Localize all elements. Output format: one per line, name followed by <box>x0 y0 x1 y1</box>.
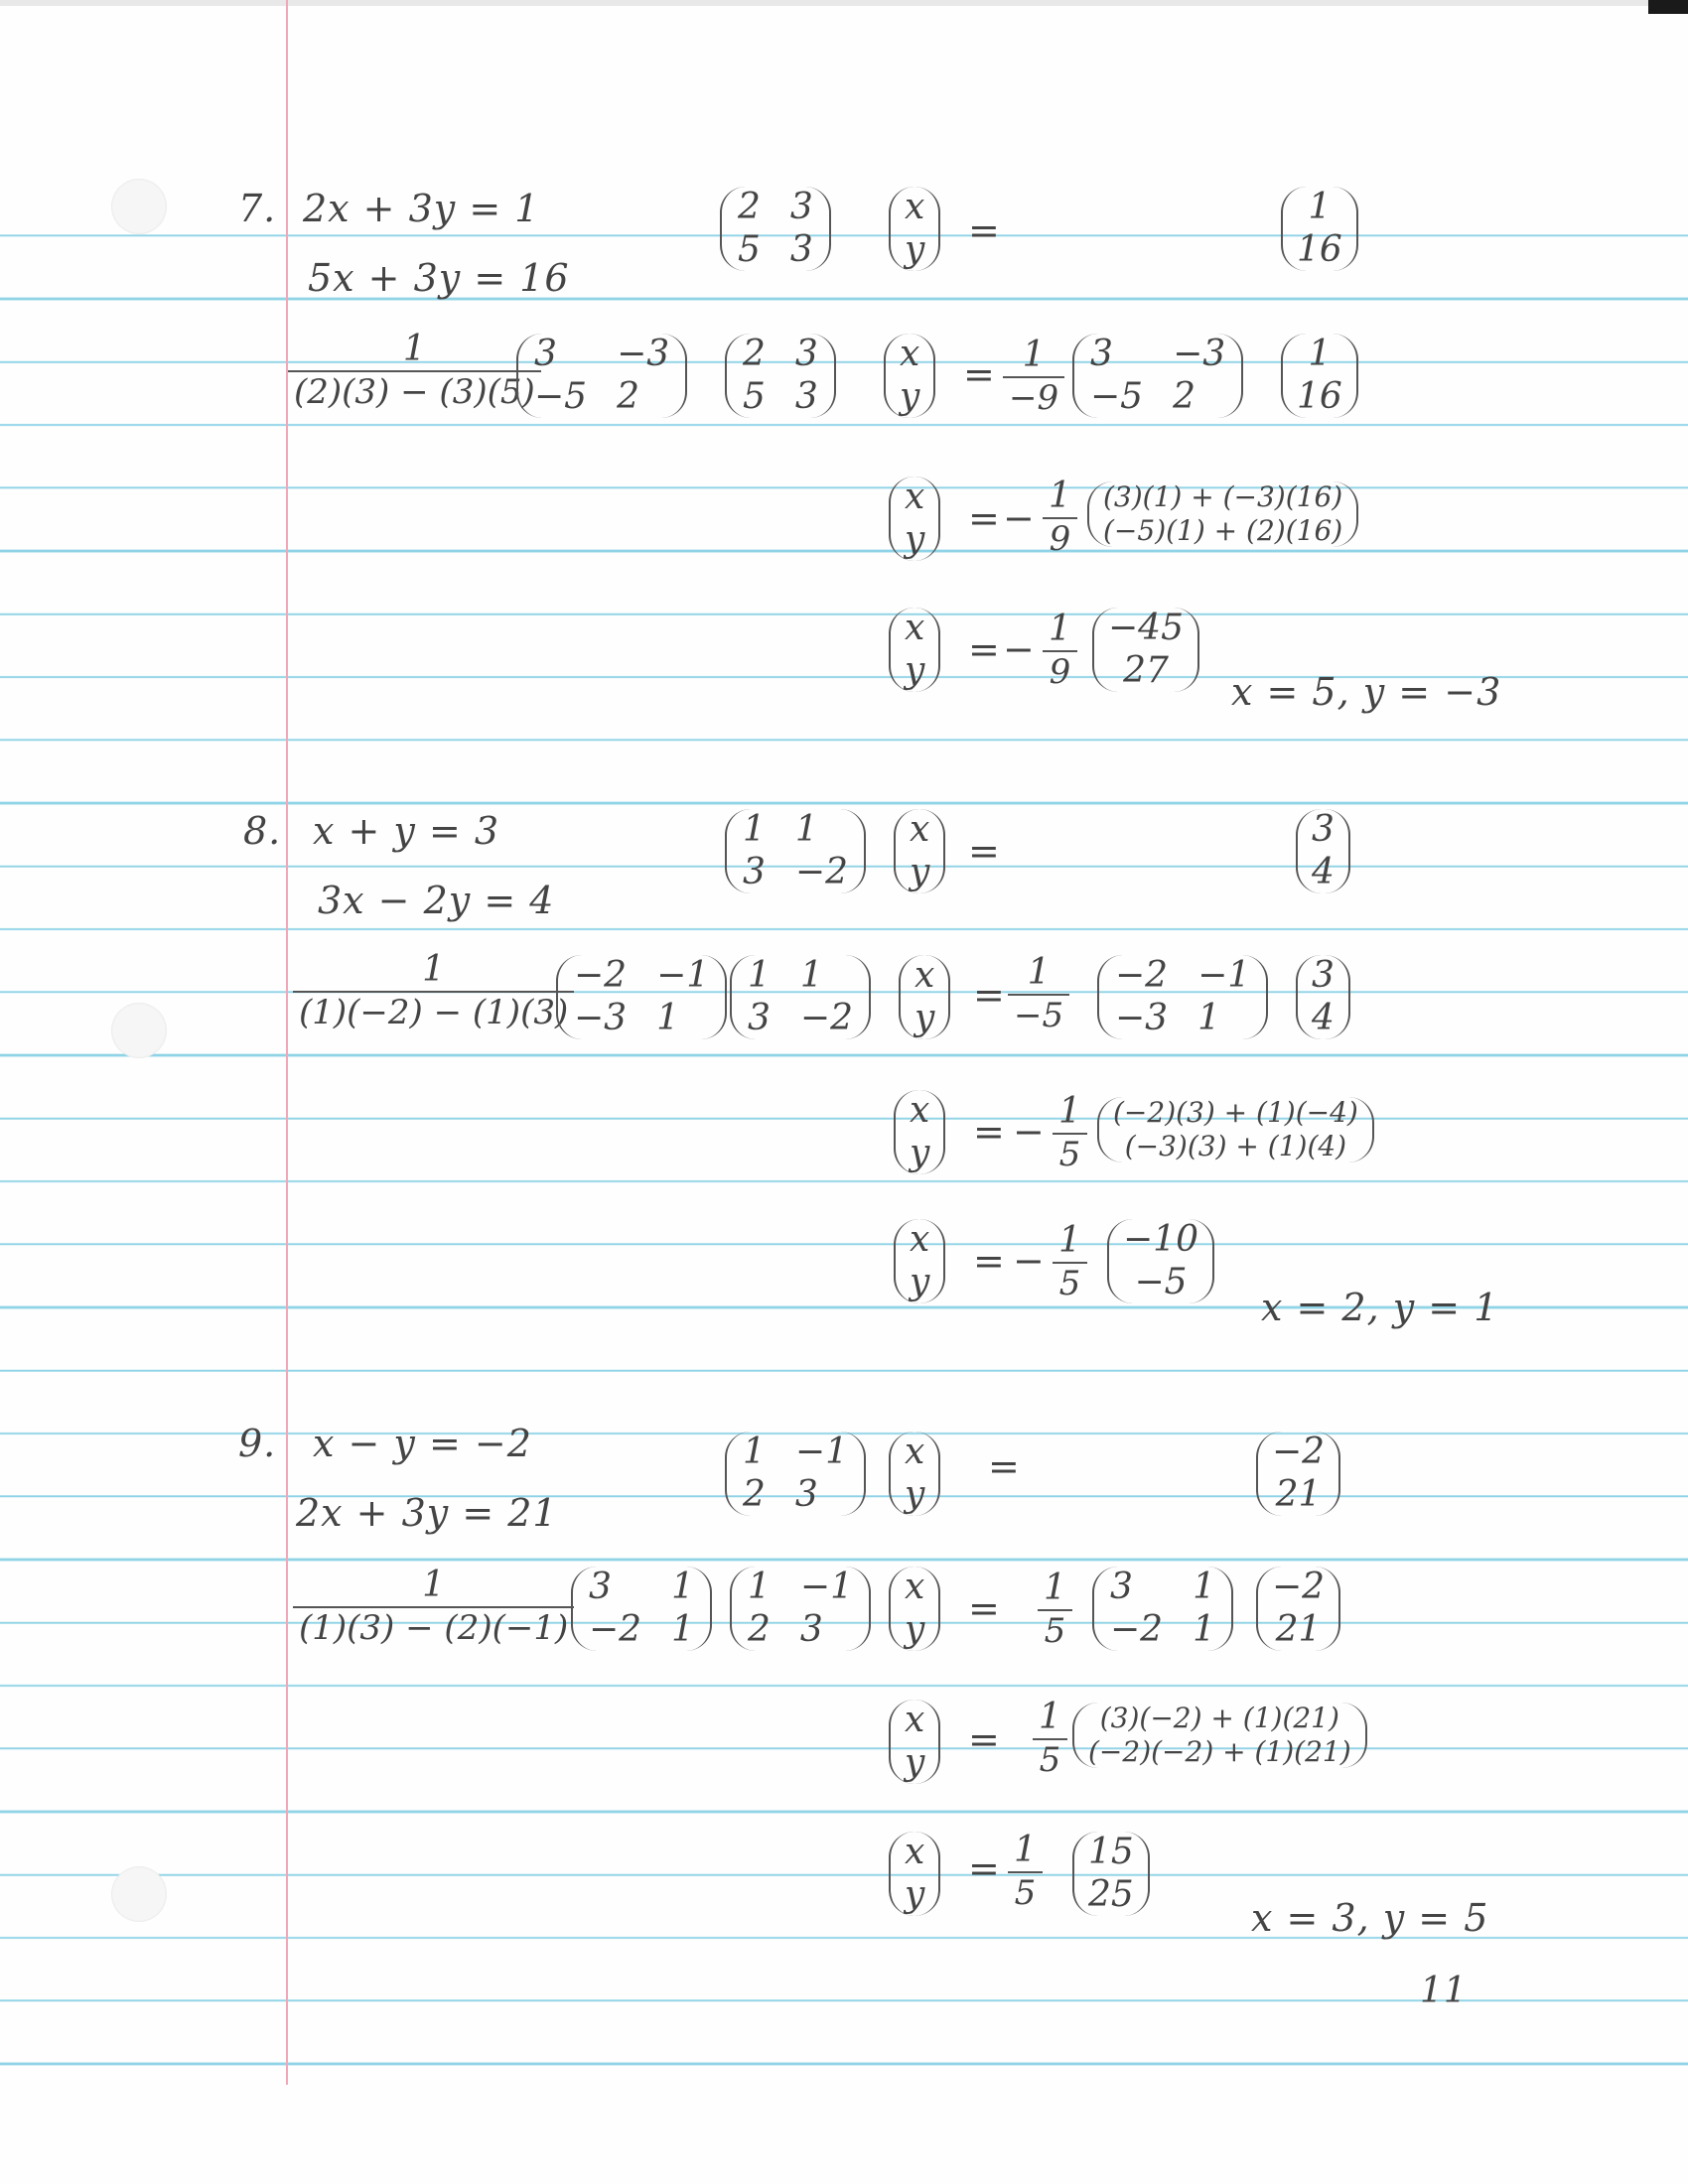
matrix-entry: x <box>905 608 925 648</box>
matrix-entry: 1 <box>1197 998 1220 1039</box>
problem-number: 8. <box>243 809 282 853</box>
matrix-entry: 1 <box>656 998 679 1039</box>
matrix-entry: (−2)(3) + (1)(−4) <box>1113 1096 1358 1129</box>
matrix-entry: −2 <box>1272 1432 1326 1472</box>
coefficient-matrix <box>730 1567 871 1651</box>
matrix-entry: 16 <box>1297 229 1342 271</box>
adjugate-matrix <box>1097 955 1268 1039</box>
matrix-entry: x <box>905 1567 925 1607</box>
matrix-entry: 27 <box>1123 650 1169 692</box>
matrix-entry: 1 <box>743 1432 766 1472</box>
punch-hole-top <box>111 179 167 234</box>
determinant-fraction <box>1038 1567 1072 1652</box>
equation-1: 2x + 3y = 1 <box>303 187 540 230</box>
matrix-entry: x <box>905 1832 925 1872</box>
matrix-entry: (−3)(3) + (1)(4) <box>1124 1130 1347 1163</box>
matrix-entry: x <box>905 477 925 517</box>
matrix-entry: −2 <box>1115 955 1169 996</box>
matrix-entry: y <box>910 852 930 893</box>
matrix-entry: x <box>905 187 925 227</box>
matrix-entry: 3 <box>1312 809 1335 850</box>
fraction-denominator: 5 <box>1044 1611 1066 1652</box>
variable-vector <box>889 1567 940 1651</box>
fraction-denominator: 5 <box>1058 1135 1081 1175</box>
variable-vector <box>899 955 950 1039</box>
matrix-entry: 15 <box>1088 1832 1134 1872</box>
matrix-entry: −2 <box>1272 1567 1326 1607</box>
fraction-numerator: 1 <box>1049 476 1071 516</box>
matrix-entry: y <box>905 1474 925 1516</box>
matrix-entry: 3 <box>1090 334 1113 374</box>
matrix-entry: 2 <box>748 1609 771 1651</box>
matrix-entry: y <box>905 229 925 271</box>
matrix-entry: 3 <box>1110 1567 1133 1607</box>
matrix-entry: −10 <box>1123 1219 1198 1260</box>
matrix-entry: 3 <box>743 852 766 893</box>
equation-2: 3x − 2y = 4 <box>318 879 555 922</box>
variable-vector <box>894 1090 945 1174</box>
matrix-entry: −2 <box>589 1609 642 1651</box>
coefficient-matrix <box>725 1432 866 1516</box>
fraction-denominator: 9 <box>1049 519 1071 560</box>
fraction-denominator: 5 <box>1058 1264 1081 1304</box>
adjugate-matrix <box>1072 334 1243 418</box>
punch-hole-middle <box>111 1003 167 1058</box>
matrix-entry: (3)(−2) + (1)(21) <box>1099 1702 1339 1734</box>
matrix-entry: 3 <box>794 1474 818 1516</box>
matrix-entry: 1 <box>794 809 818 850</box>
variable-vector <box>889 608 940 692</box>
matrix-entry: −2 <box>794 852 848 893</box>
matrix-entry: −2 <box>799 998 853 1039</box>
matrix-entry: 3 <box>799 1609 823 1651</box>
scalar-fraction <box>1053 1090 1087 1175</box>
variable-vector <box>894 1219 945 1303</box>
matrix-entry: −2 <box>574 955 628 996</box>
variable-vector <box>889 1700 940 1784</box>
matrix-entry: 3 <box>1312 955 1335 996</box>
equation-1: x + y = 3 <box>313 809 500 853</box>
fraction-numerator: 1 <box>1058 1091 1081 1132</box>
fraction-denominator: (2)(3) − (3)(5) <box>294 372 535 413</box>
matrix-entry: −1 <box>799 1567 853 1607</box>
matrix-entry: 2 <box>1173 376 1196 418</box>
scalar-fraction <box>1043 608 1077 693</box>
equals-sign: = <box>968 1846 1001 1890</box>
punch-hole-bottom <box>111 1866 167 1922</box>
matrix-entry: y <box>910 1262 930 1303</box>
fraction-numerator: 1 <box>422 1565 446 1605</box>
constant-vector <box>1256 1567 1340 1651</box>
variable-vector <box>889 187 940 271</box>
equals-sign: = <box>968 1586 1001 1630</box>
matrix-entry: −2 <box>1110 1609 1164 1651</box>
matrix-entry: −45 <box>1108 608 1184 648</box>
matrix-entry: −3 <box>574 998 628 1039</box>
negative-sign: − <box>1013 1110 1046 1154</box>
matrix-entry: 1 <box>1193 1567 1215 1607</box>
matrix-entry: x <box>905 1700 925 1740</box>
matrix-entry: 25 <box>1088 1874 1134 1916</box>
fraction-numerator: 1 <box>402 329 426 369</box>
fraction-denominator: 9 <box>1049 652 1071 693</box>
fraction-denominator: −9 <box>1009 378 1059 419</box>
fraction-numerator: 1 <box>422 949 446 990</box>
result-vector <box>1107 1219 1214 1303</box>
margin-line <box>286 0 288 2085</box>
matrix-entry: 1 <box>748 1567 771 1607</box>
inverse-scalar-fraction <box>293 1564 574 1649</box>
fraction-denominator: (1)(−2) − (1)(3) <box>299 993 569 1033</box>
equals-sign: = <box>968 496 1001 540</box>
variable-vector <box>884 334 935 418</box>
adjugate-matrix <box>516 334 687 418</box>
matrix-entry: 3 <box>794 334 818 374</box>
matrix-entry: 3 <box>534 334 557 374</box>
matrix-entry: y <box>914 998 935 1039</box>
coefficient-matrix <box>720 187 831 271</box>
matrix-entry: 4 <box>1312 852 1335 893</box>
matrix-entry: y <box>905 1874 925 1916</box>
matrix-entry: x <box>910 1219 930 1260</box>
equals-sign: = <box>968 829 1001 873</box>
negative-sign: − <box>1003 496 1036 540</box>
equation-2: 5x + 3y = 16 <box>308 256 570 300</box>
equation-1: x − y = −2 <box>313 1422 532 1465</box>
matrix-entry: 3 <box>789 229 813 271</box>
scalar-fraction <box>1043 475 1077 560</box>
matrix-entry: −3 <box>1173 334 1226 374</box>
negative-sign: − <box>1013 1239 1046 1283</box>
matrix-entry: 1 <box>1308 334 1332 374</box>
matrix-entry: y <box>905 1742 925 1784</box>
fraction-denominator: (1)(3) − (2)(−1) <box>299 1608 569 1649</box>
matrix-entry: −1 <box>1197 955 1251 996</box>
matrix-entry: −1 <box>794 1432 848 1472</box>
result-vector <box>1072 1832 1150 1916</box>
matrix-entry: 5 <box>738 229 761 271</box>
constant-vector <box>1281 187 1358 271</box>
matrix-entry: 3 <box>748 998 771 1039</box>
matrix-entry: x <box>910 1090 930 1131</box>
matrix-entry: 2 <box>743 1474 766 1516</box>
scan-corner-shadow <box>1648 0 1688 14</box>
matrix-entry: 2 <box>738 187 761 227</box>
page-top-margin <box>0 0 1688 169</box>
matrix-entry: −5 <box>534 376 588 418</box>
fraction-numerator: 1 <box>1058 1220 1081 1261</box>
matrix-entry: y <box>905 519 925 561</box>
fraction-numerator: 1 <box>1014 1830 1037 1870</box>
matrix-entry: 1 <box>743 809 766 850</box>
problem-number: 9. <box>238 1422 277 1465</box>
fraction-numerator: 1 <box>1027 952 1051 993</box>
equals-sign: = <box>973 973 1006 1017</box>
matrix-entry: 3 <box>589 1567 612 1607</box>
matrix-entry: 5 <box>743 376 766 418</box>
matrix-entry: 1 <box>671 1609 694 1651</box>
inverse-scalar-fraction <box>288 328 541 413</box>
equals-sign: = <box>973 1110 1006 1154</box>
matrix-entry: x <box>914 955 935 996</box>
matrix-entry: 1 <box>1308 187 1332 227</box>
variable-vector <box>894 809 945 893</box>
matrix-entry: y <box>910 1133 930 1174</box>
matrix-entry: x <box>900 334 920 374</box>
inverse-scalar-fraction <box>293 948 574 1033</box>
equals-sign: = <box>968 208 1001 252</box>
page-number: 11 <box>1420 1971 1468 2011</box>
adjugate-matrix <box>1092 1567 1233 1651</box>
matrix-entry: 2 <box>617 376 639 418</box>
matrix-entry: 2 <box>743 334 766 374</box>
equation-2: 2x + 3y = 21 <box>296 1491 558 1535</box>
fraction-numerator: 1 <box>1044 1568 1066 1608</box>
matrix-entry: y <box>905 650 925 692</box>
scalar-fraction <box>1033 1696 1067 1781</box>
adjugate-matrix <box>571 1567 712 1651</box>
answer: x = 5, y = −3 <box>1231 670 1502 714</box>
fraction-numerator: 1 <box>1049 609 1071 649</box>
equals-sign: = <box>968 627 1001 671</box>
scan-top-shadow <box>0 0 1648 6</box>
product-expression-vector <box>1072 1703 1367 1768</box>
determinant-fraction <box>1003 334 1064 419</box>
fraction-numerator: 1 <box>1022 335 1046 375</box>
answer: x = 3, y = 5 <box>1251 1896 1489 1940</box>
problem-number: 7. <box>238 187 277 230</box>
fraction-numerator: 1 <box>1039 1697 1061 1737</box>
matrix-entry: (−2)(−2) + (1)(21) <box>1088 1735 1351 1769</box>
adjugate-matrix <box>556 955 727 1039</box>
coefficient-matrix <box>725 334 836 418</box>
constant-vector <box>1281 334 1358 418</box>
matrix-entry: −1 <box>656 955 710 996</box>
matrix-entry: x <box>910 809 930 850</box>
matrix-entry: (−5)(1) + (2)(16) <box>1103 514 1343 548</box>
constant-vector <box>1296 955 1350 1039</box>
product-expression-vector <box>1097 1097 1374 1162</box>
answer: x = 2, y = 1 <box>1261 1286 1499 1329</box>
matrix-entry: y <box>900 376 920 418</box>
matrix-entry: −5 <box>1090 376 1144 418</box>
determinant-fraction <box>1008 951 1069 1036</box>
equals-sign: = <box>973 1239 1006 1283</box>
equals-sign: = <box>988 1444 1021 1488</box>
coefficient-matrix <box>730 955 871 1039</box>
matrix-entry: −3 <box>617 334 670 374</box>
matrix-entry: 21 <box>1275 1609 1322 1651</box>
result-vector <box>1092 608 1199 692</box>
matrix-entry: 3 <box>789 187 813 227</box>
matrix-entry: 1 <box>799 955 823 996</box>
matrix-entry: 16 <box>1297 376 1342 418</box>
constant-vector <box>1256 1432 1340 1516</box>
matrix-entry: y <box>905 1609 925 1651</box>
fraction-denominator: −5 <box>1014 996 1064 1036</box>
coefficient-matrix <box>725 809 866 893</box>
variable-vector <box>889 1432 940 1516</box>
matrix-entry: 1 <box>1193 1609 1215 1651</box>
matrix-entry: −3 <box>1115 998 1169 1039</box>
variable-vector <box>889 477 940 561</box>
variable-vector <box>889 1832 940 1916</box>
product-expression-vector <box>1087 481 1358 547</box>
constant-vector <box>1296 809 1350 893</box>
fraction-denominator: 5 <box>1014 1873 1037 1914</box>
scalar-fraction <box>1053 1219 1087 1304</box>
negative-sign: − <box>1003 627 1036 671</box>
page-bottom-margin <box>0 2085 1688 2184</box>
matrix-entry: x <box>905 1432 925 1472</box>
matrix-entry: 1 <box>748 955 771 996</box>
equals-sign: = <box>963 352 996 396</box>
matrix-entry: 4 <box>1312 998 1335 1039</box>
equals-sign: = <box>968 1717 1001 1761</box>
matrix-entry: 1 <box>671 1567 694 1607</box>
matrix-entry: 21 <box>1275 1474 1322 1516</box>
matrix-entry: 3 <box>794 376 818 418</box>
matrix-entry: −5 <box>1134 1262 1188 1303</box>
matrix-entry: (3)(1) + (−3)(16) <box>1103 480 1343 513</box>
scalar-fraction <box>1008 1829 1043 1914</box>
fraction-denominator: 5 <box>1039 1740 1061 1781</box>
